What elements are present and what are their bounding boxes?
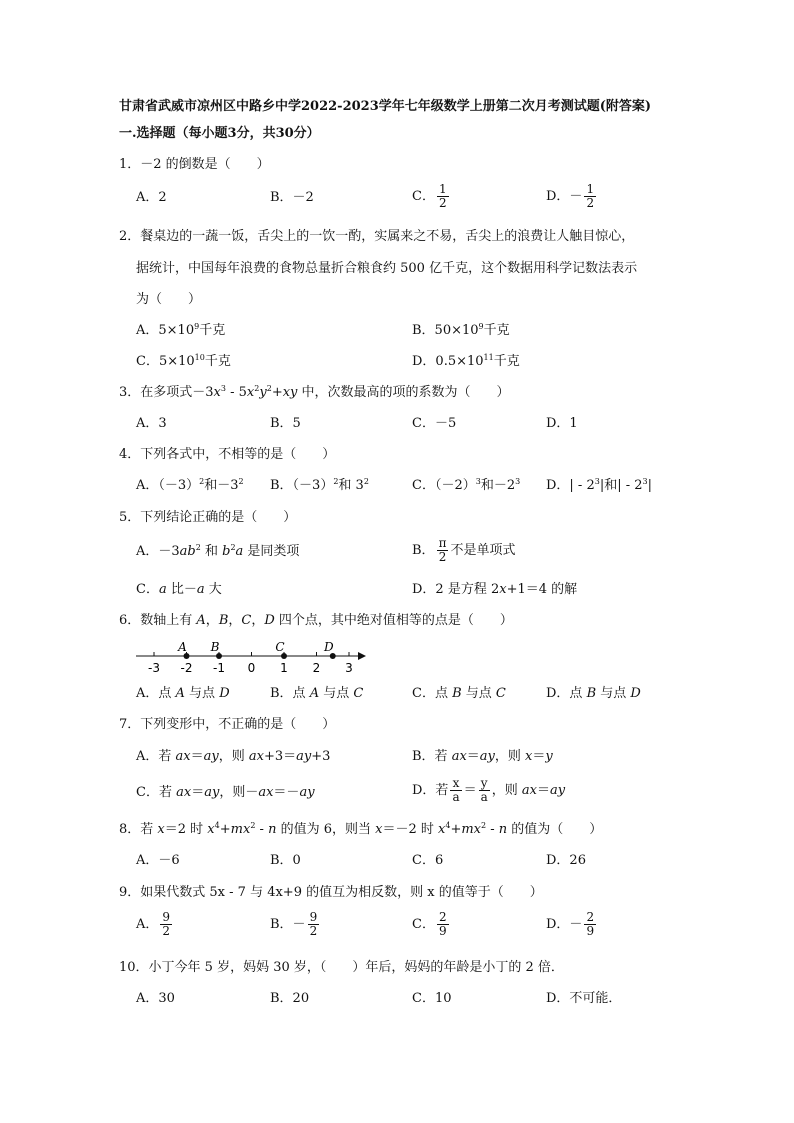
section-heading: 一.选择题（每小题3分，共30分） bbox=[119, 126, 320, 141]
number-line-point-label: C bbox=[275, 640, 285, 654]
q6-option-c: C．点 B 与点 C bbox=[412, 686, 506, 701]
question-7-stem: 7．下列变形中，不正确的是（ ） bbox=[119, 717, 336, 732]
number-line-tick-label: 3 bbox=[345, 661, 353, 675]
fraction: $\frac{9}{2}$ bbox=[309, 910, 318, 938]
q2-option-c: C．$5\times 10^{10}$千克 bbox=[136, 353, 231, 369]
q10-option-a: A．30 bbox=[136, 991, 175, 1006]
number-line-tick-label: 2 bbox=[312, 661, 321, 675]
q4-option-d: D．| - $2^3|$和| - $2^3|$ bbox=[546, 477, 653, 493]
q1-option-b: B．－2 bbox=[270, 190, 314, 205]
fraction: $\frac{1}{2}$ bbox=[586, 182, 595, 210]
q4-option-a: A．$(-3)^2$和$-3^2$ bbox=[136, 477, 244, 493]
question-10-stem: 10．小丁今年 5 岁，妈妈 30 岁，（ ）年后，妈妈的年龄是小丁的 2 倍． bbox=[119, 960, 564, 975]
number-line-tick-label: 0 bbox=[247, 661, 256, 675]
fraction: $\frac{2}{9}$ bbox=[438, 910, 447, 938]
number-line-point-label: D bbox=[323, 640, 334, 654]
q8-option-c: C．6 bbox=[412, 853, 444, 868]
number-line-point-label: A bbox=[178, 640, 187, 654]
fraction: $\frac{1}{2}$ bbox=[438, 182, 447, 210]
number-line-tick-label: -3 bbox=[148, 661, 160, 675]
q9-option-a: A． $\frac{9}{2}$ bbox=[136, 910, 171, 938]
q1-option-d: D．－ $\frac{1}{2}$ bbox=[546, 182, 595, 210]
q6-option-b: B．点 A 与点 C bbox=[270, 686, 364, 701]
q6-option-a: A．点 A 与点 D bbox=[136, 686, 230, 701]
question-4-stem: 4．下列各式中，不相等的是（ ） bbox=[119, 447, 336, 462]
q8-option-b: B．0 bbox=[270, 853, 301, 868]
fraction: $\frac{x}{a}$ bbox=[452, 776, 460, 804]
q10-option-b: B．20 bbox=[270, 991, 310, 1006]
q9-option-b: B．－ $\frac{9}{2}$ bbox=[270, 910, 318, 938]
q2-option-a: A．$5\times 10^9$千克 bbox=[136, 322, 226, 338]
question-9-stem: 9．如果代数式 5x - 7 与 4x+9 的值互为相反数，则 x 的值等于（ ） bbox=[119, 885, 543, 900]
q7-option-d: D．若 $\frac{x}{a}$ ＝ $\frac{y}{a}$ ，则 ax＝ay bbox=[412, 776, 566, 804]
q5-option-b: B． $\frac{\pi}{2}$ 不是单项式 bbox=[412, 536, 516, 564]
q1-option-a: A．2 bbox=[136, 190, 167, 205]
q2-option-d: D．$0.5\times 10^{11}$千克 bbox=[412, 353, 520, 369]
q9-option-d: D．－ $\frac{2}{9}$ bbox=[546, 910, 595, 938]
q9-option-c: C． $\frac{2}{9}$ bbox=[412, 910, 447, 938]
q1-option-c: C． $\frac{1}{2}$ bbox=[412, 182, 447, 210]
number-line-tick-label: -2 bbox=[180, 661, 193, 675]
q5-option-a: A．$-3ab^2$ 和 $b^2a$ 是同类项 bbox=[136, 543, 300, 559]
question-1-stem: 1．－2 的倒数是（ ） bbox=[119, 157, 270, 172]
question-2-stem-line3: 为（ ） bbox=[136, 292, 202, 307]
page-title: 甘肃省武威市凉州区中路乡中学2022-2023学年七年级数学上册第二次月考测试题(附答案) bbox=[119, 99, 652, 114]
number-line-point-label: B bbox=[210, 640, 220, 654]
q7-option-a: A．若 ax＝ay，则 ax+3＝ay+3 bbox=[136, 749, 331, 764]
question-2-stem-line1: 2．餐桌边的一蔬一饭，舌尖上的一饮一酌，实属来之不易，舌尖上的浪费让人触目惊心， bbox=[119, 229, 635, 244]
q7-option-c: C．若 ax＝ay，则－ax＝－ay bbox=[136, 785, 315, 800]
q3-option-c: C．－5 bbox=[412, 416, 457, 431]
q8-option-a: A．－6 bbox=[136, 853, 180, 868]
number-line-tick-label: 1 bbox=[280, 661, 288, 675]
number-line-tick-label: -1 bbox=[213, 661, 225, 675]
fraction: $\frac{y}{a}$ bbox=[480, 776, 488, 804]
q3-option-a: A．3 bbox=[136, 416, 167, 431]
q10-option-c: C．10 bbox=[412, 991, 452, 1006]
number-line-arrow bbox=[358, 652, 366, 660]
q3-option-d: D．1 bbox=[546, 416, 578, 431]
q5-option-c: C．a 比－a 大 bbox=[136, 582, 222, 597]
q8-option-d: D．26 bbox=[546, 853, 586, 868]
q5-option-d: D．2 是方程 2x+1＝4 的解 bbox=[412, 582, 578, 597]
question-3-stem: 3．在多项式$-3x^3 - 5x^2y^2+xy$ 中，次数最高的项的系数为（ ） bbox=[119, 384, 510, 400]
q6-option-d: D．点 B 与点 D bbox=[546, 686, 641, 701]
fraction: $\frac{\pi}{2}$ bbox=[438, 536, 447, 564]
q7-option-b: B．若 ax＝ay，则 x＝y bbox=[412, 749, 553, 764]
question-8-stem: 8．若 x＝2 时 $x^4+mx^2 - n$ 的值为 6，则当 x＝－2 时 $x^4+mx^2 - n$ 的值为（ ） bbox=[119, 821, 603, 837]
number-line-diagram bbox=[136, 636, 368, 676]
fraction: $\frac{2}{9}$ bbox=[586, 910, 595, 938]
q4-option-c: C．$(-2)^3$和$-2^3$ bbox=[412, 477, 521, 493]
question-2-stem-line2: 据统计，中国每年浪费的食物总量折合粮食约 500 亿千克，这个数据用科学记数法表示 bbox=[136, 261, 638, 276]
question-5-stem: 5．下列结论正确的是（ ） bbox=[119, 510, 297, 525]
q2-option-b: B．$50\times 10^9$千克 bbox=[412, 322, 510, 338]
fraction: $\frac{9}{2}$ bbox=[162, 910, 171, 938]
q3-option-b: B．5 bbox=[270, 416, 301, 431]
q10-option-d: D．不可能． bbox=[546, 991, 622, 1006]
question-6-stem: 6．数轴上有 A，B，C，D 四个点，其中绝对值相等的点是（ ） bbox=[119, 613, 513, 628]
q4-option-b: B．$(-3)^2$和 $3^2$ bbox=[270, 477, 369, 493]
